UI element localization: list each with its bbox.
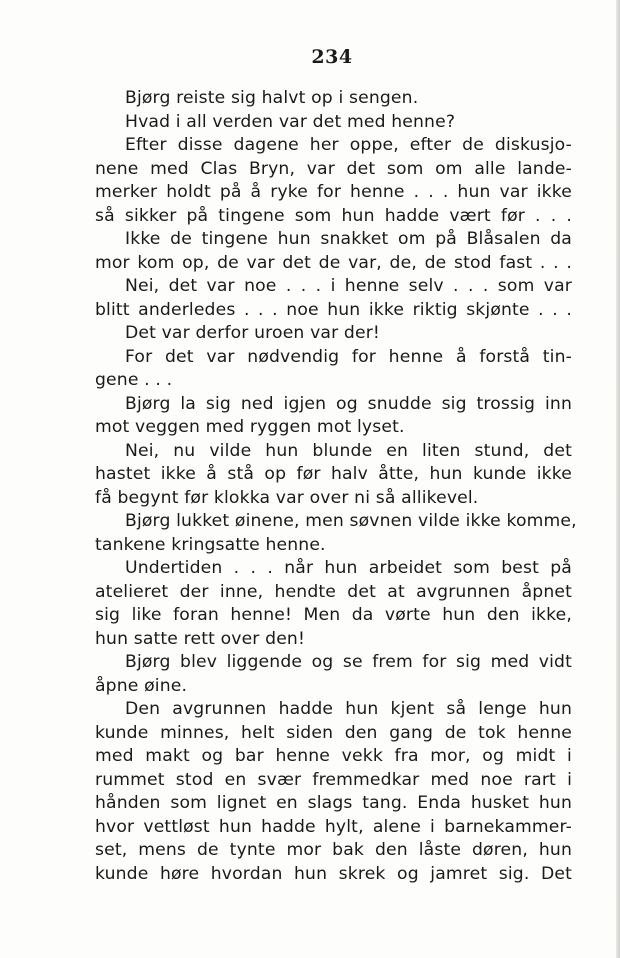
text-line: med makt og bar henne vekk fra mor, og midt i [95,746,572,766]
text-line: Det var derfor uroen var der! [125,323,380,343]
body-text [95,87,577,886]
page-number: 234 [311,46,353,68]
text-line: åpne øine. [95,675,188,696]
text-line: Bjørg lukket øinene, men søvnen vilde ikke komme, [125,511,577,531]
text-line: Hvad i all verden var det med henne? [125,111,456,132]
text-line: hvor vettløst hun hadde hylt, alene i barnekammer- [95,816,572,837]
text-line: hånden som lignet en slags tang. Enda husket hun [95,793,572,813]
text-line: mot veggen med ryggen mot lyset. [95,417,405,437]
text-line: Bjørg la sig ned igjen og snudde sig trossig inn [125,393,572,414]
text-line: For det var nødvendig for henne å forstå tin- [125,346,572,367]
page-edge [616,0,620,958]
text-line: rummet stod en svær fremmedkar med noe rart i [95,769,572,790]
text-line: Bjørg reiste sig halvt op i sengen. [125,88,419,108]
text-line: merker holdt på å ryke for henne . . . hun var ikke [95,182,572,202]
text-line: mor kom op, de var det de var, de, de stod fast . . . [95,252,572,273]
text-line: hun satte rett over den! [95,628,306,649]
text-line: set, mens de tynte mor bak den låste døren, hun [95,840,572,860]
text-line: blitt anderledes . . . noe hun ikke riktig skjønte . . . [95,299,572,320]
text-line: tankene kringsatte henne. [95,534,326,555]
text-line: få begynt før klokka var over ni så allikevel. [95,487,479,508]
text-line: Ikke de tingene hun snakket om på Blåsalen da [125,229,572,249]
text-line: sig like foran henne! Men da vørte hun den ikke, [95,605,572,625]
text-line: Den avgrunnen hadde hun kjent så lenge hun [125,699,572,719]
text-line: gene . . . [95,370,173,390]
text-line: Undertiden . . . når hun arbeidet som best på [125,558,572,578]
text-line: så sikker på tingene som hun hadde vært før . . . [95,205,572,226]
text-line: hastet ikke å stå op før halv åtte, hun kunde ikke [95,464,572,484]
text-line: kunde minnes, helt siden den gang de tok henne [95,722,572,743]
text-line: nene med Clas Bryn, var det som om alle lande- [95,158,572,179]
text-line: atelieret der inne, hendte det at avgrunnen åpnet [95,581,572,602]
text-line: Efter disse dagene her oppe, efter de diskusjo- [125,135,572,155]
text-line: Nei, det var noe . . . i henne selv . . . som var [125,276,572,296]
text-line: kunde høre hvordan hun skrek og jamret sig. Det [95,863,572,884]
text-line: Nei, nu vilde hun blunde en liten stund, det [125,440,572,461]
text-line: Bjørg blev liggende og se frem for sig med vidt [125,652,572,672]
